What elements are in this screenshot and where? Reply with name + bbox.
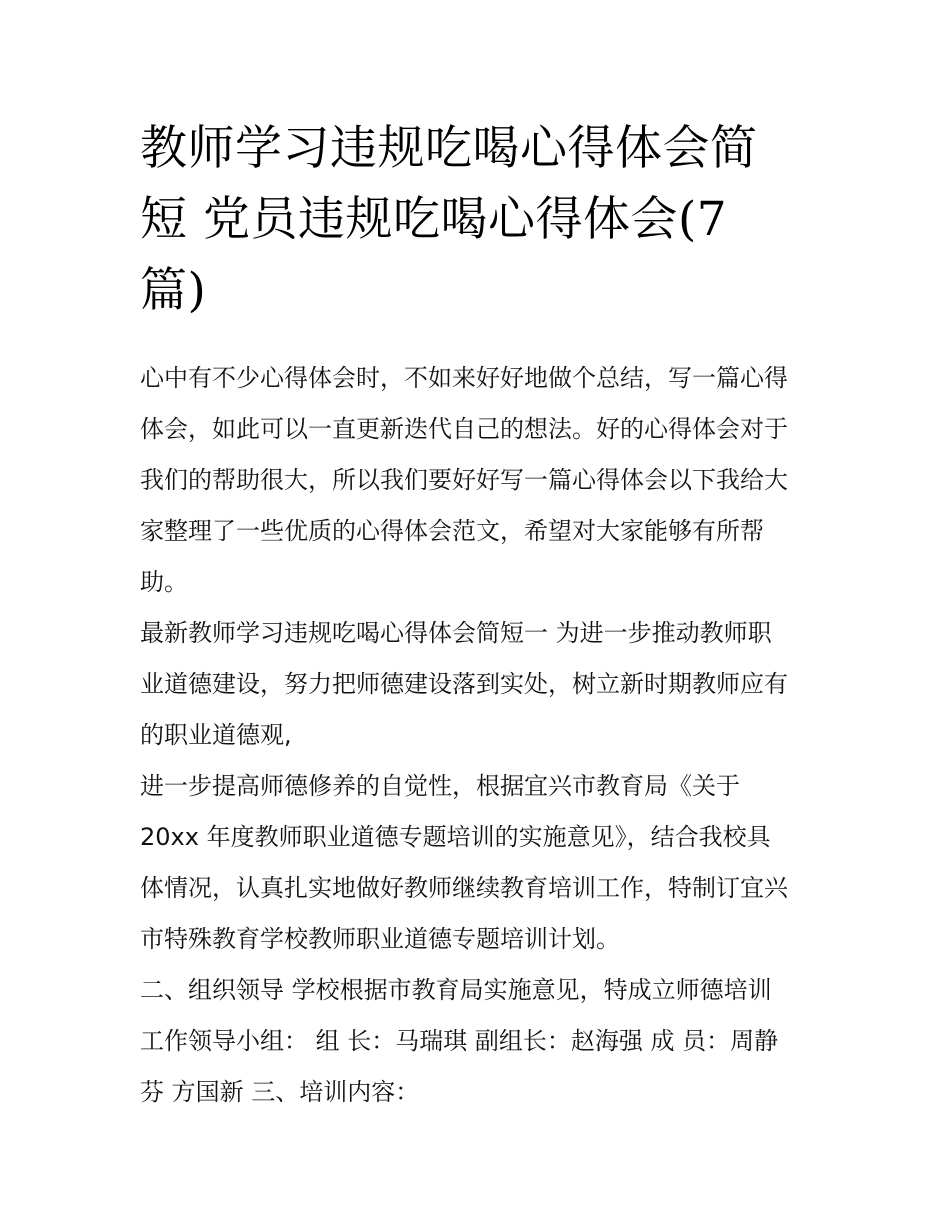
paragraph-organization [140,965,830,1118]
text-line: 体会，如此可以一直更新迭代自己的想法。好的心得体会对于 [140,415,788,443]
text-line: 的职业道德观, [140,721,292,749]
text-line: 我们的帮助很大，所以我们要好好写一篇心得体会以下我给大 [140,466,788,494]
text-line: 家整理了一些优质的心得体会范文，希望对大家能够有所帮 [140,517,764,545]
title-line: 篇) [140,263,207,318]
text-line: 二、组织领导 学校根据市教育局实施意见，特成立师德培训 [140,976,772,1004]
text-line: 业道德建设，努力把师德建设落到实处，树立新时期教师应有 [140,670,788,698]
document-title [140,113,820,326]
text-line: 助。 [140,568,188,596]
text-line: 体情况，认真扎实地做好教师继续教育培训工作，特制订宜兴 [140,874,788,902]
text-line: 市特殊教育学校教师职业道德专题培训计划。 [140,925,620,953]
paragraph-training-plan [140,761,830,965]
text-line: 进一步提高师德修养的自觉性，根据宜兴市教育局《关于 [140,772,740,800]
text-line: 最新教师学习违规吃喝心得体会简短一 为进一步推动教师职 [140,619,772,647]
text-line: 20xx 年度教师职业道德专题培训的实施意见》，结合我校具 [140,823,771,851]
document-body [140,353,830,1118]
text-line: 工作领导小组： 组 长：马瑞琪 副组长：赵海强 成 员：周静 [140,1027,779,1055]
paragraph-section-one [140,608,830,761]
title-line: 短 党员违规吃喝心得体会(7 [140,192,728,247]
title-line: 教师学习违规吃喝心得体会简 [140,121,758,176]
text-line: 芬 方国新 三、培训内容： [140,1078,420,1106]
paragraph-intro [140,353,830,608]
text-line: 心中有不少心得体会时，不如来好好地做个总结，写一篇心得 [140,364,788,392]
